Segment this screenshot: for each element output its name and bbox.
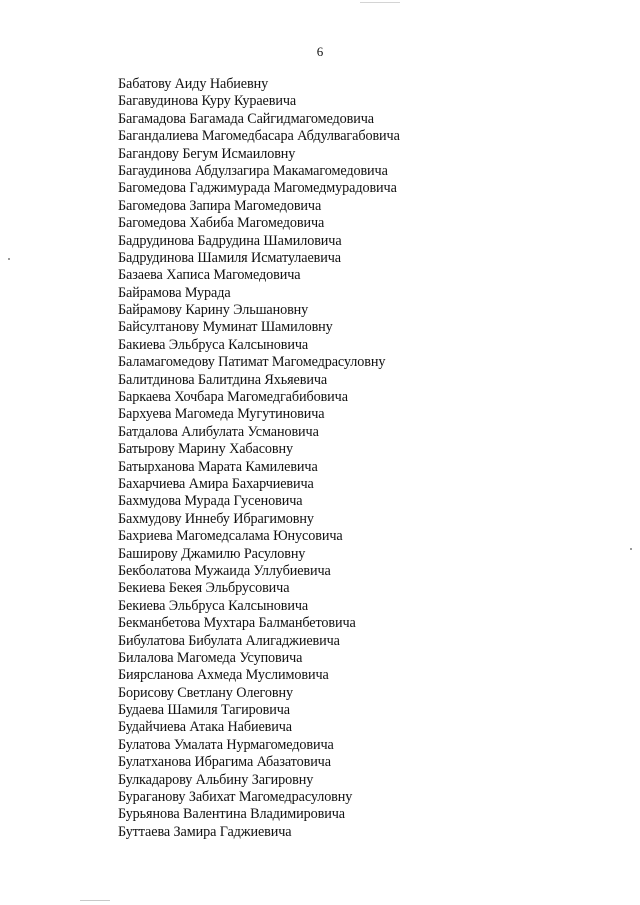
name-entry: Будайчиева Атака Набиевича bbox=[118, 719, 292, 736]
name-entry: Буттаева Замира Гаджиевича bbox=[118, 823, 292, 840]
scan-edge-line bbox=[80, 900, 110, 901]
name-entry: Баркаева Хочбара Магомедгабибовича bbox=[118, 389, 348, 406]
page-number: 6 bbox=[316, 44, 324, 59]
name-entry: Бархуева Магомеда Мугутиновича bbox=[118, 406, 325, 423]
name-entry: Бекболатова Мужаида Уллубиевича bbox=[118, 562, 331, 579]
name-entry: Батырову Марину Хабасовну bbox=[118, 441, 294, 458]
name-entry: Байрамова Мурада bbox=[118, 284, 231, 301]
name-entry: Бибулатова Бибулата Алигаджиевича bbox=[118, 632, 340, 649]
name-entry: Балитдинова Балитдина Яхьяевича bbox=[118, 371, 328, 388]
name-entry: Байрамову Карину Эльшановну bbox=[118, 302, 309, 319]
name-entry: Булатханова Ибрагима Абазатовича bbox=[118, 754, 331, 771]
scan-speck bbox=[630, 548, 632, 550]
name-entry: Бурьянова Валентина Владимировича bbox=[118, 806, 345, 823]
name-entry: Билалова Магомеда Усуповича bbox=[118, 649, 303, 666]
name-entry: Бекиева Эльбруса Калсыновича bbox=[118, 597, 309, 614]
name-entry: Бураганову Забихат Магомедрасуловну bbox=[118, 789, 353, 806]
name-entry: Биярсланова Ахмеда Муслимовича bbox=[118, 667, 329, 684]
name-entry: Байсултанову Муминат Шамиловну bbox=[118, 319, 333, 336]
name-entry: Багомедова Хабиба Магомедовича bbox=[118, 215, 325, 232]
name-entry: Багомедова Гаджимурада Магомедмурадовича bbox=[118, 180, 397, 197]
name-entry: Бекманбетова Мухтара Балманбетовича bbox=[118, 615, 356, 632]
name-entry: Багандову Бегум Исмаиловну bbox=[118, 145, 296, 162]
name-entry: Баламагомедову Патимат Магомедрасуловну bbox=[118, 354, 386, 371]
name-entry: Багаудинова Абдулзагира Макамагомедовича bbox=[118, 162, 388, 179]
name-entry: Батырханова Марата Камилевича bbox=[118, 458, 318, 475]
name-entry: Булкадарову Альбину Загировну bbox=[118, 771, 314, 788]
name-entry: Бадрудинова Бадрудина Шамиловича bbox=[118, 232, 342, 249]
name-entry: Бабатову Аиду Набиевну bbox=[118, 76, 269, 92]
name-entry: Бекиева Бекея Эльбрусовича bbox=[118, 580, 290, 597]
name-entry: Багавудинова Куру Кураевича bbox=[118, 93, 297, 110]
name-entry: Батдалова Алибулата Усмановича bbox=[118, 423, 319, 440]
name-entry: Бакиева Эльбруса Калсыновича bbox=[118, 336, 309, 353]
name-entry: Бахмудова Мурада Гусеновича bbox=[118, 493, 303, 510]
names-list bbox=[118, 76, 400, 841]
name-entry: Бахриева Магомедсалама Юнусовича bbox=[118, 528, 343, 545]
name-entry: Будаева Шамиля Тагировича bbox=[118, 702, 290, 719]
name-entry: Багомедова Запира Магомедовича bbox=[118, 197, 322, 214]
name-entry: Базаева Хаписа Магомедовича bbox=[118, 267, 301, 284]
name-entry: Баширову Джамилю Расуловну bbox=[118, 545, 306, 562]
name-entry: Бахарчиева Амира Бахарчиевича bbox=[118, 475, 314, 492]
name-entry: Багандалиева Магомедбасара Абдулвагабовича bbox=[118, 128, 400, 145]
scan-speck bbox=[8, 258, 10, 260]
name-entry: Булатова Умалата Нурмагомедовича bbox=[118, 736, 334, 753]
name-entry: Борисову Светлану Олеговну bbox=[118, 684, 293, 701]
name-entry: Бахмудову Иннебу Ибрагимовну bbox=[118, 510, 314, 527]
name-entry: Бадрудинова Шамиля Исматулаевича bbox=[118, 249, 341, 266]
name-entry: Багамадова Багамада Сайгидмагомедовича bbox=[118, 110, 374, 127]
scan-edge-line bbox=[360, 2, 400, 3]
